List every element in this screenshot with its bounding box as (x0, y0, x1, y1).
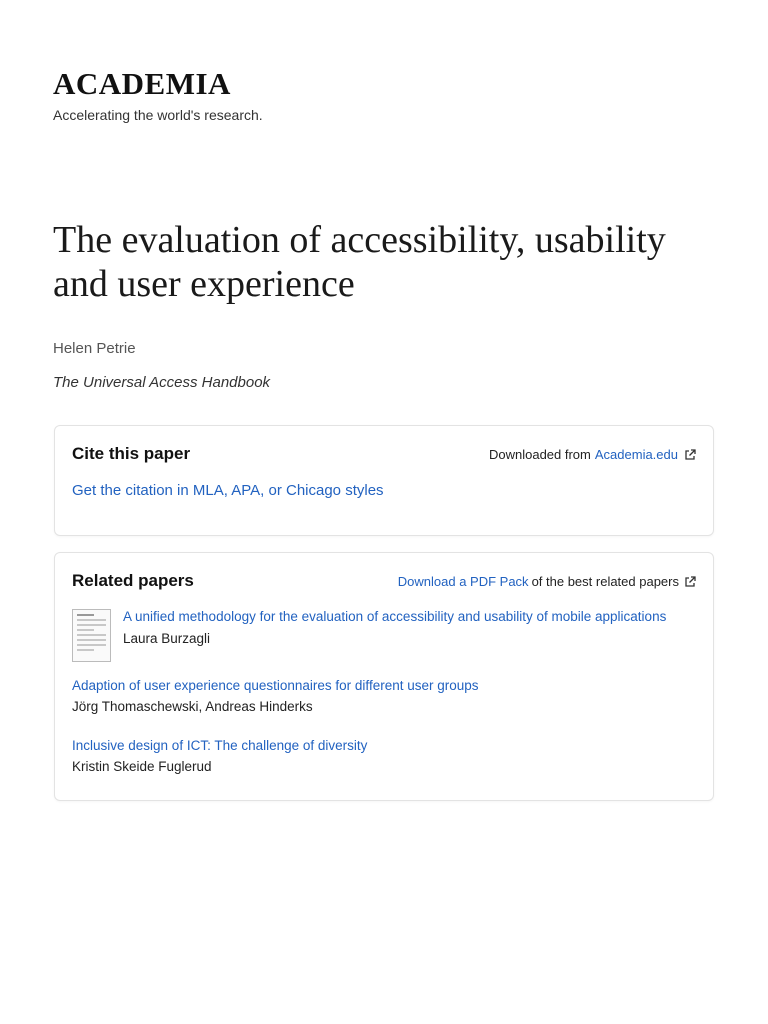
paper-title: The evaluation of accessibility, usability and user experience (53, 219, 666, 305)
related-papers-card (54, 552, 714, 801)
related-paper-title[interactable]: Adaption of user experience questionnaires for different user groups (72, 678, 479, 693)
download-pdf-pack-link[interactable]: Download a PDF Pack (397, 574, 529, 589)
downloaded-from (489, 447, 696, 462)
external-link-icon[interactable] (684, 449, 696, 461)
paper-thumbnail[interactable] (72, 609, 111, 662)
related-paper-item (72, 678, 702, 714)
cite-this-paper-card (54, 425, 714, 536)
pdf-pack (398, 574, 696, 589)
related-paper-authors: Kristin Skeide Fuglerud (72, 759, 212, 774)
related-paper-authors: Jörg Thomaschewski, Andreas Hinderks (72, 699, 313, 714)
related-paper-title[interactable]: A unified methodology for the evaluation of accessibility and usability of mobile applications (123, 609, 667, 624)
downloaded-prefix: Downloaded from (488, 447, 591, 462)
tagline: Accelerating the world's research. (53, 107, 263, 123)
paper-publication: The Universal Access Handbook (53, 374, 271, 391)
paper-author: Helen Petrie (53, 340, 136, 357)
get-citation-link[interactable]: Get the citation in MLA, APA, or Chicago styles (72, 482, 384, 499)
related-paper-title[interactable]: Inclusive design of ICT: The challenge of diversity (72, 738, 368, 753)
external-link-icon[interactable] (684, 576, 696, 588)
academia-edu-link[interactable]: Academia.edu (594, 447, 678, 462)
academia-logo[interactable]: ACADEMIA (53, 66, 231, 101)
related-paper-item (72, 738, 702, 774)
related-paper-authors: Laura Burzagli (123, 631, 211, 646)
related-paper-item (72, 609, 702, 665)
cite-heading: Cite this paper (72, 444, 191, 463)
pdf-pack-suffix: of the best related papers (531, 574, 679, 589)
related-heading: Related papers (72, 571, 194, 590)
